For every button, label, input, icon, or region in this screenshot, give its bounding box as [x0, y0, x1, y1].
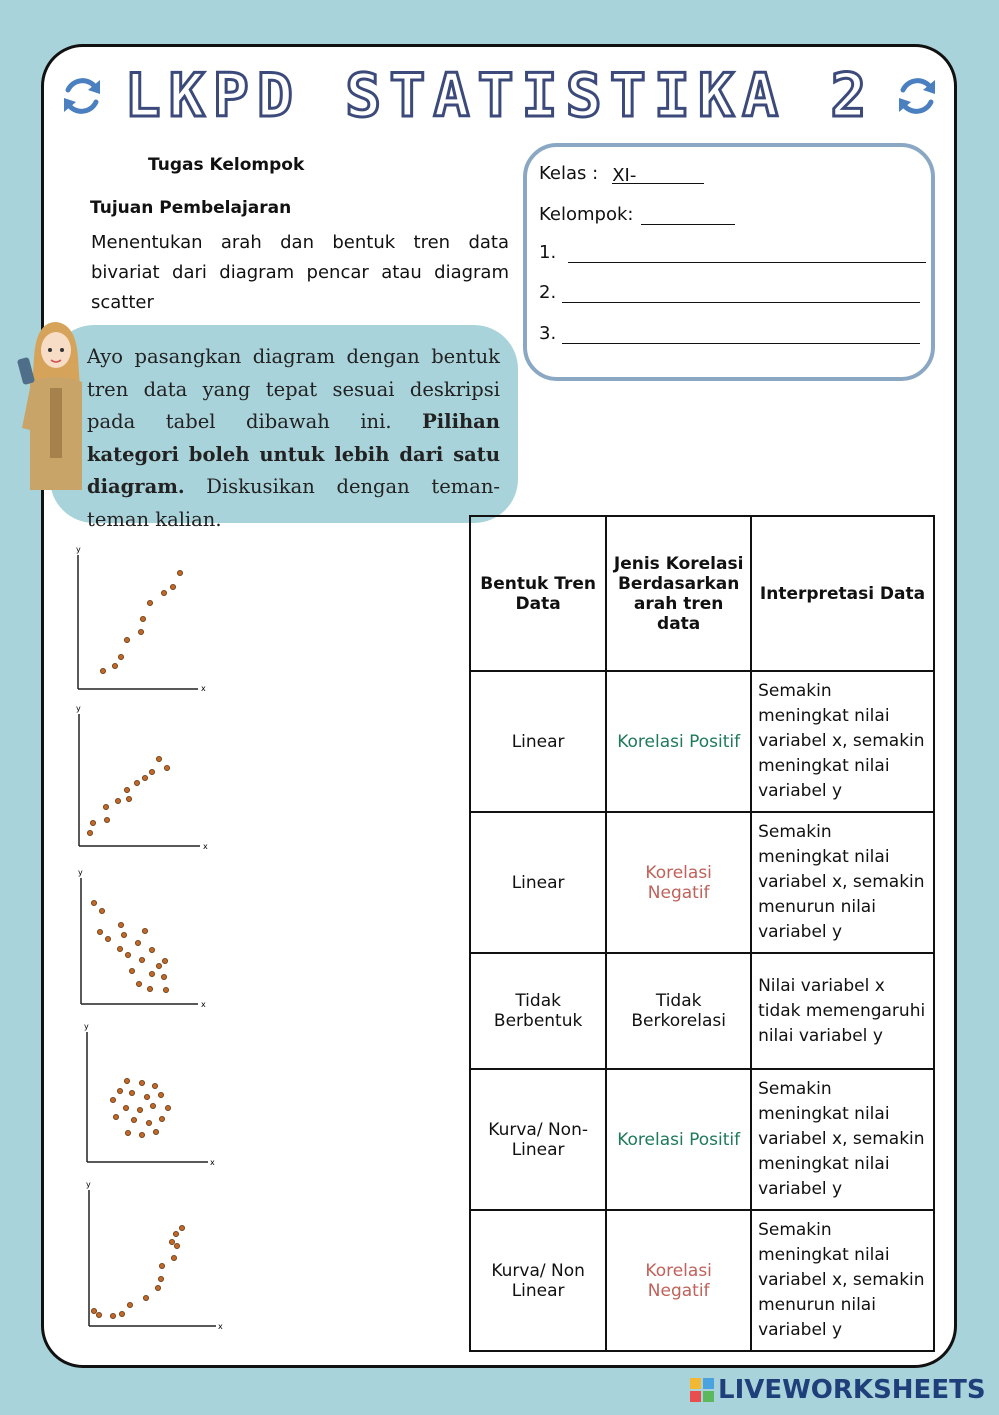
- data-point: [121, 932, 126, 937]
- objective-text: Menentukan arah dan bentuk tren data bivariat dari diagram pencar atau diagram scatter: [91, 232, 509, 313]
- correlation-cell: Korelasi Positif: [606, 671, 751, 812]
- data-point: [150, 1103, 155, 1108]
- data-point: [159, 1116, 164, 1121]
- member-number: 2.: [539, 282, 557, 303]
- x-axis-label: x: [203, 842, 208, 851]
- table-row[interactable]: [470, 953, 934, 1069]
- member-field-3[interactable]: [562, 325, 920, 344]
- liveworksheets-brand[interactable]: [690, 1375, 986, 1405]
- data-point: [173, 1231, 178, 1236]
- scatter-plot-1-svg: [70, 543, 220, 695]
- kelas-value: XI-: [612, 165, 637, 186]
- data-point: [149, 971, 154, 976]
- data-point: [96, 1312, 101, 1317]
- data-point: [138, 629, 143, 634]
- data-point: [156, 756, 161, 761]
- member-row-2: [539, 282, 920, 303]
- data-point: [161, 974, 166, 979]
- data-point: [164, 765, 169, 770]
- member-field-2[interactable]: [562, 284, 920, 303]
- correlation-cell: Korelasi Negatif: [606, 812, 751, 953]
- data-point: [118, 922, 123, 927]
- data-point: [99, 908, 104, 913]
- data-point: [90, 820, 95, 825]
- title-bar: [0, 61, 999, 131]
- scatter-plot-3-svg: [76, 866, 226, 1012]
- data-point: [158, 1276, 163, 1281]
- interpretation-cell: Semakin meningkat nilai variabel x, semakin meningkat nilai variabel y: [751, 671, 934, 812]
- data-point: [149, 947, 154, 952]
- data-point: [174, 1243, 179, 1248]
- shape-cell: Linear: [470, 671, 606, 812]
- data-point: [169, 1239, 174, 1244]
- data-point: [97, 929, 102, 934]
- refresh-icon: [56, 70, 108, 122]
- kelompok-label: Kelompok:: [539, 204, 634, 225]
- scatter-plot-4-svg: [82, 1020, 232, 1170]
- x-axis-label: x: [218, 1322, 223, 1331]
- correlation-cell: Korelasi Positif: [606, 1069, 751, 1210]
- table-row[interactable]: [470, 812, 934, 953]
- data-point: [144, 1094, 149, 1099]
- data-point: [155, 1285, 160, 1290]
- trend-table: [469, 515, 935, 1352]
- data-point: [139, 957, 144, 962]
- data-point: [125, 952, 130, 957]
- kelompok-field[interactable]: [641, 206, 735, 225]
- data-point: [124, 787, 129, 792]
- x-axis-label: x: [201, 1000, 206, 1009]
- data-point: [161, 590, 166, 595]
- scatter-plot-2[interactable]: [74, 702, 224, 854]
- interpretation-cell: Semakin meningkat nilai variabel x, semakin meningkat nilai variabel y: [751, 1069, 934, 1210]
- kelas-row: [539, 163, 704, 184]
- shape-cell: Kurva/ Non Linear: [470, 1210, 606, 1351]
- correlation-cell: Tidak Berkorelasi: [606, 953, 751, 1069]
- data-point: [136, 981, 141, 986]
- scatter-plot-5-svg: [84, 1178, 234, 1334]
- interpretation-cell: Semakin meningkat nilai variabel x, semakin menurun nilai variabel y: [751, 812, 934, 953]
- table-header-row: [470, 516, 934, 671]
- member-row-1: [539, 242, 926, 263]
- x-axis-label: x: [210, 1158, 215, 1167]
- data-point: [163, 987, 168, 992]
- member-number: 1.: [539, 242, 557, 263]
- y-axis-label: y: [76, 704, 81, 713]
- shape-cell: Kurva/ Non-Linear: [470, 1069, 606, 1210]
- data-point: [147, 986, 152, 991]
- header-interpretation: Interpretasi Data: [751, 516, 934, 671]
- data-point: [113, 1114, 118, 1119]
- member-field-1[interactable]: [568, 244, 926, 263]
- liveworksheets-logo-icon: [690, 1378, 714, 1402]
- instruction-part1: Ayo pasangkan diagram dengan bentuk tren data yang tepat sesuai deskripsi pada tabel dibawah ini.: [87, 345, 500, 433]
- brand-text: LIVEWORKSHEETS: [718, 1375, 986, 1405]
- data-point: [119, 1311, 124, 1316]
- correlation-cell: Korelasi Negatif: [606, 1210, 751, 1351]
- data-point: [143, 1295, 148, 1300]
- data-point: [123, 1105, 128, 1110]
- data-point: [131, 1117, 136, 1122]
- data-point: [112, 663, 117, 668]
- data-point: [142, 775, 147, 780]
- data-point: [117, 1088, 122, 1093]
- instruction-bold: Pilihan kategori boleh untuk lebih dari satu diagram.: [87, 410, 500, 498]
- data-point: [137, 1107, 142, 1112]
- data-point: [156, 963, 161, 968]
- data-point: [115, 798, 120, 803]
- data-point: [135, 940, 140, 945]
- data-point: [146, 1120, 151, 1125]
- member-number: 3.: [539, 323, 557, 344]
- table-row[interactable]: [470, 671, 934, 812]
- data-point: [139, 1080, 144, 1085]
- data-point: [117, 946, 122, 951]
- data-point: [159, 1263, 164, 1268]
- interpretation-cell: Nilai variabel x tidak memengaruhi nilai variabel y: [751, 953, 934, 1069]
- y-axis-label: y: [76, 545, 81, 554]
- y-axis-label: y: [78, 868, 83, 877]
- refresh-icon: [891, 70, 943, 122]
- kelompok-row: [539, 204, 735, 225]
- shape-cell: Tidak Berbentuk: [470, 953, 606, 1069]
- table-row[interactable]: [470, 1069, 934, 1210]
- data-point: [179, 1225, 184, 1230]
- data-point: [91, 1308, 96, 1313]
- data-point: [124, 637, 129, 642]
- group-task-label: Tugas Kelompok: [148, 155, 305, 175]
- data-point: [103, 804, 108, 809]
- data-point: [91, 900, 96, 905]
- scatter-plot-5[interactable]: [84, 1178, 234, 1334]
- data-point: [171, 1255, 176, 1260]
- data-point: [87, 830, 92, 835]
- data-point: [124, 1078, 129, 1083]
- data-point: [165, 1105, 170, 1110]
- instruction-part2: Diskusikan dengan teman-teman kalian.: [87, 475, 500, 531]
- interpretation-cell: Semakin meningkat nilai variabel x, semakin menurun nilai variabel y: [751, 1210, 934, 1351]
- y-axis-label: y: [86, 1180, 91, 1189]
- data-point: [110, 1097, 115, 1102]
- data-point: [152, 1083, 157, 1088]
- kelas-label: Kelas :: [539, 163, 599, 184]
- data-point: [162, 958, 167, 963]
- scatter-plot-4[interactable]: [82, 1020, 232, 1170]
- scatter-plot-2-svg: [74, 702, 224, 854]
- data-point: [139, 1132, 144, 1137]
- data-point: [127, 1302, 132, 1307]
- scatter-plot-3[interactable]: [76, 866, 226, 1012]
- data-point: [125, 1130, 130, 1135]
- data-point: [147, 600, 152, 605]
- data-point: [129, 1090, 134, 1095]
- table-row[interactable]: [470, 1210, 934, 1351]
- data-point: [118, 654, 123, 659]
- header-shape: Bentuk Tren Data: [470, 516, 606, 671]
- data-point: [140, 616, 145, 621]
- instruction-text: [87, 341, 500, 536]
- shape-cell: Linear: [470, 812, 606, 953]
- member-row-3: [539, 323, 920, 344]
- objective-heading: Tujuan Pembelajaran: [90, 198, 292, 218]
- x-axis-label: x: [201, 684, 206, 693]
- kelas-field[interactable]: [612, 165, 704, 184]
- data-point: [149, 769, 154, 774]
- data-point: [170, 584, 175, 589]
- data-point: [100, 668, 105, 673]
- teacher-illustration: [16, 318, 84, 490]
- data-point: [134, 780, 139, 785]
- data-point: [177, 570, 182, 575]
- data-point: [158, 1092, 163, 1097]
- data-point: [153, 1129, 158, 1134]
- data-point: [126, 796, 131, 801]
- data-point: [129, 968, 134, 973]
- student-info-box: [523, 143, 935, 381]
- scatter-plot-1[interactable]: [70, 543, 220, 695]
- page-title: LKPD STATISTIKA 2: [124, 61, 875, 131]
- data-point: [142, 928, 147, 933]
- data-point: [104, 817, 109, 822]
- data-point: [110, 1313, 115, 1318]
- header-correlation: Jenis Korelasi Berdasarkan arah tren data: [606, 516, 751, 671]
- data-point: [105, 936, 110, 941]
- y-axis-label: y: [84, 1022, 89, 1031]
